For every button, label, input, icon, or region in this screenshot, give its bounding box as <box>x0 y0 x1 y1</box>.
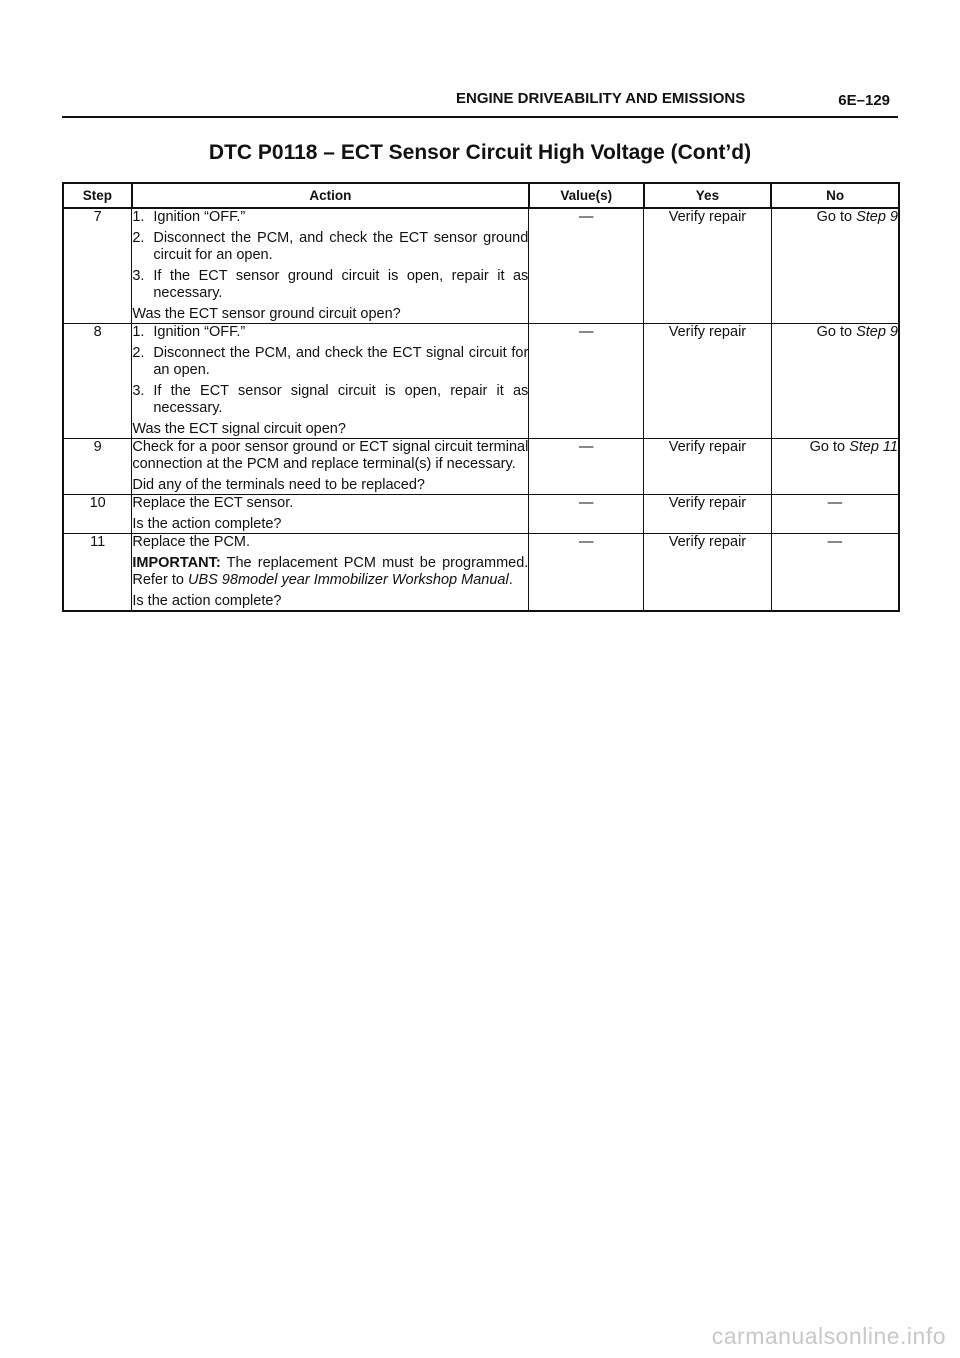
yes-cell: Verify repair <box>644 534 772 612</box>
step-number: 11 <box>63 534 132 612</box>
item-number: 1. <box>132 324 145 340</box>
step-number: 10 <box>63 495 132 534</box>
col-header-values: Value(s) <box>529 183 644 208</box>
step-reference: Step 9 <box>856 209 898 225</box>
question-text: Is the action complete? <box>132 516 282 532</box>
item-text: Ignition “OFF.” <box>153 209 246 225</box>
step-number: 9 <box>63 439 132 495</box>
action-cell <box>132 495 529 534</box>
list-item <box>132 345 528 379</box>
item-text: If the ECT sensor signal circuit is open, repair it as necessary. <box>153 383 529 416</box>
watermark: carmanualsonline.info <box>711 1323 946 1349</box>
item-text: Ignition “OFF.” <box>153 324 246 340</box>
no-cell <box>771 324 899 439</box>
yes-cell: Verify repair <box>644 324 772 439</box>
item-text: Disconnect the PCM, and check the ECT sensor ground circuit for an open. <box>153 230 529 263</box>
table-row <box>63 534 899 612</box>
value-cell: — <box>529 324 644 439</box>
item-number: 2. <box>132 230 145 246</box>
yes-cell: Verify repair <box>644 439 772 495</box>
value-cell: — <box>529 534 644 612</box>
item-text: If the ECT sensor ground circuit is open, repair it as necessary. <box>153 268 529 301</box>
item-number: 3. <box>132 268 145 284</box>
action-cell <box>132 324 529 439</box>
question-text: Is the action complete? <box>132 593 282 609</box>
item-number: 1. <box>132 209 145 225</box>
list-item <box>132 268 528 302</box>
item-number: 3. <box>132 383 145 399</box>
action-text: Check for a poor sensor ground or ECT signal circuit terminal connection at the PCM and replace terminal(s) if necessary. <box>132 439 529 472</box>
col-header-yes: Yes <box>644 183 772 208</box>
yes-cell: Verify repair <box>644 208 772 324</box>
value-cell: — <box>529 439 644 495</box>
step-number: 8 <box>63 324 132 439</box>
item-number: 2. <box>132 345 145 361</box>
page-header <box>62 86 898 118</box>
list-item <box>132 209 528 226</box>
value-cell: — <box>529 208 644 324</box>
yes-cell: Verify repair <box>644 495 772 534</box>
col-header-no: No <box>771 183 899 208</box>
item-text: Disconnect the PCM, and check the ECT signal circuit for an open. <box>153 345 529 378</box>
list-item <box>132 383 528 417</box>
no-prefix: Go to <box>816 324 857 340</box>
table-row <box>63 439 899 495</box>
manual-reference: UBS 98model year Immobilizer Workshop Manual <box>187 572 509 588</box>
no-prefix: Go to <box>809 439 850 455</box>
page-number: 6E–129 <box>838 92 890 109</box>
step-number: 7 <box>63 208 132 324</box>
no-prefix: Go to <box>816 209 857 225</box>
diagnostic-table <box>62 182 900 612</box>
important-note <box>132 555 528 589</box>
step-reference: Step 11 <box>849 439 898 455</box>
table-row <box>63 495 899 534</box>
section-title: ENGINE DRIVEABILITY AND EMISSIONS <box>456 90 746 107</box>
action-cell <box>132 439 529 495</box>
col-header-action: Action <box>132 183 529 208</box>
table-row <box>63 208 899 324</box>
table-row <box>63 324 899 439</box>
page-title: DTC P0118 – ECT Sensor Circuit High Voltage (Cont’d) <box>208 141 752 164</box>
important-end: . <box>508 572 513 588</box>
question-text: Did any of the terminals need to be replaced? <box>132 477 425 493</box>
table-header-row <box>63 183 899 208</box>
no-cell: — <box>771 534 899 612</box>
no-cell <box>771 439 899 495</box>
list-item <box>132 324 528 341</box>
no-cell <box>771 208 899 324</box>
list-item <box>132 230 528 264</box>
step-reference: Step 9 <box>856 324 898 340</box>
no-cell: — <box>771 495 899 534</box>
important-text: The replacement PCM must be programmed. Refer to <box>132 555 529 588</box>
question-text: Was the ECT signal circuit open? <box>132 421 346 437</box>
action-text: Replace the PCM. <box>132 534 251 550</box>
question-text: Was the ECT sensor ground circuit open? <box>132 306 401 322</box>
important-label: IMPORTANT: <box>132 555 221 571</box>
action-cell <box>132 208 529 324</box>
value-cell: — <box>529 495 644 534</box>
col-header-step: Step <box>63 183 132 208</box>
action-text: Replace the ECT sensor. <box>132 495 294 511</box>
action-cell <box>132 534 529 612</box>
